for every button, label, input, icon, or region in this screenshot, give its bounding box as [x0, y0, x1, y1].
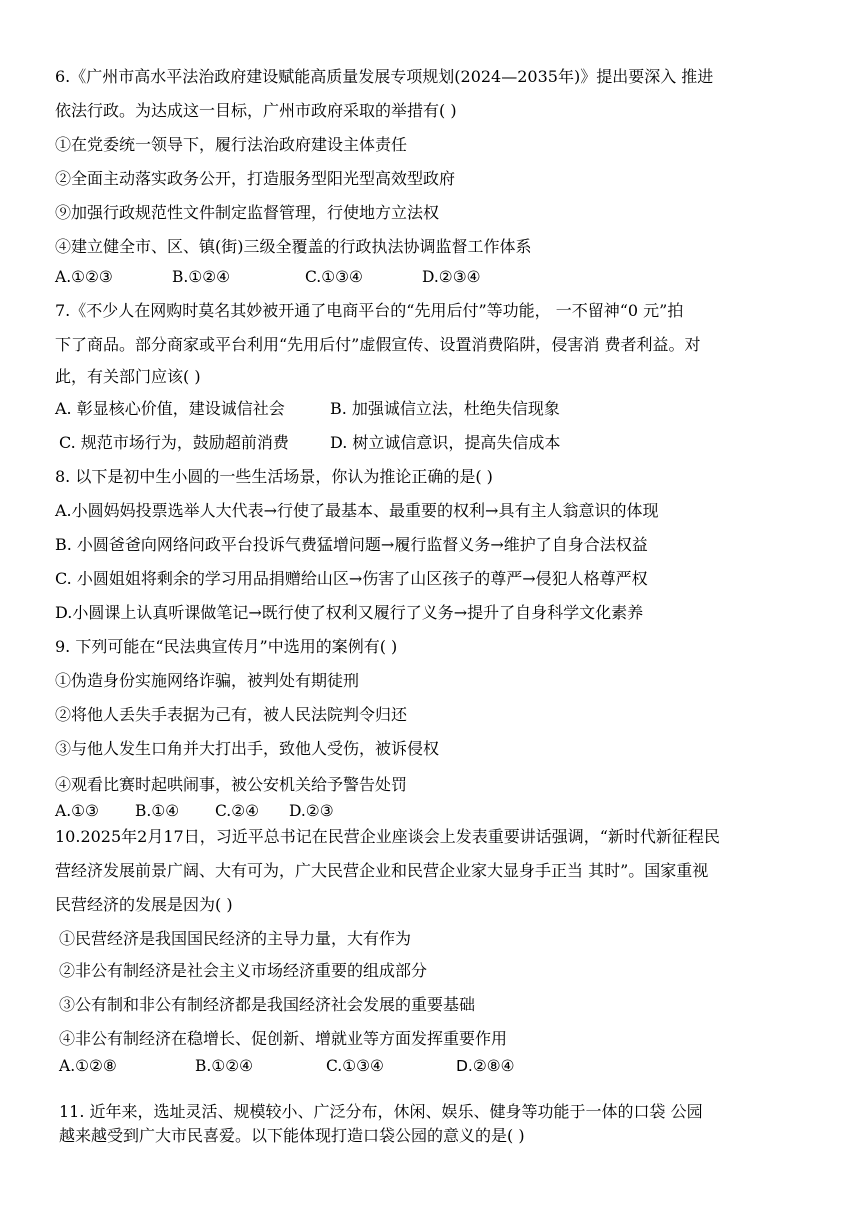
q9-option-a: A.①③	[55, 802, 99, 820]
q9-statement-1: ①伪造身份实施网络诈骗，被判处有期徒刑	[55, 671, 360, 690]
q11-stem-line1: 11. 近年来，选址灵活、规模较小、广泛分布，休闲、娱乐、健身等功能于一体的口袋 公园	[59, 1102, 703, 1121]
q7-option-b: B. 加强诚信立法，杜绝失信现象	[330, 399, 560, 418]
q6-option-c: C.①③④	[305, 268, 363, 286]
q7-option-d: D. 树立诚信意识，提高失信成本	[330, 433, 561, 452]
q8-option-c: C. 小圆姐姐将剩余的学习用品捐赠给山区→伤害了山区孩子的尊严→侵犯人格尊严权	[55, 569, 648, 588]
q8-option-d: D.小圆课上认真听课做笔记→既行使了权利又履行了义务→提升了自身科学文化素养	[55, 603, 644, 622]
q9-option-d: D.②③	[289, 802, 334, 820]
q9-statement-4: ④观看比赛时起哄闹事，被公安机关给予警告处罚	[55, 775, 408, 794]
q11-stem-line2: 越来越受到广大市民喜爱。以下能体现打造口袋公园的意义的是( )	[59, 1126, 525, 1145]
q9-stem: 9. 下列可能在“民法典宣传月”中选用的案例有( )	[55, 637, 398, 656]
q9-option-c: C.②④	[215, 802, 260, 820]
q10-option-c: C.①③④	[326, 1057, 384, 1075]
q8-stem: 8. 以下是初中生小圆的一些生活场景，你认为推论正确的是( )	[55, 467, 493, 486]
q6-option-a: A.①②③	[55, 268, 113, 286]
q6-statement-2: ②全面主动落实政务公开，打造服务型阳光型高效型政府	[55, 169, 456, 188]
q10-option-a: A.①②⑧	[59, 1057, 117, 1075]
q9-option-b: B.①④	[135, 802, 180, 820]
q10-statement-3: ③公有制和非公有制经济都是我国经济社会发展的重要基础	[59, 995, 476, 1014]
q10-statement-4: ④非公有制经济在稳增长、促创新、增就业等方面发挥重要作用	[59, 1029, 508, 1048]
q7-option-a: A. 彰显核心价值，建设诚信社会	[55, 399, 285, 418]
q10-option-b: B.①②④	[195, 1057, 254, 1075]
q6-statement-3: ⑨加强行政规范性文件制定监督管理，行使地方立法权	[55, 203, 440, 222]
q6-stem-line1: 6.《广州市高水平法治政府建设赋能高质量发展专项规划(2024—2035年)》提出要深入 推进	[55, 67, 714, 86]
q8-option-a: A.小圆妈妈投票选举人大代表→行使了最基本、最重要的权利→具有主人翁意识的体现	[55, 501, 659, 520]
q10-statement-2: ②非公有制经济是社会主义市场经济重要的组成部分	[59, 961, 428, 980]
q8-option-b: B. 小圆爸爸向网络问政平台投诉气费猛增问题→履行监督义务→维护了自身合法权益	[55, 535, 648, 554]
q6-statement-1: ①在党委统一领导下，履行法治政府建设主体责任	[55, 135, 408, 154]
q10-stem-line3: 民营经济的发展是因为( )	[55, 895, 233, 914]
q9-statement-2: ②将他人丢失手表据为己有，被人民法院判令归还	[55, 705, 408, 724]
q6-option-d: D.②③④	[422, 268, 481, 286]
q10-stem-line2: 营经济发展前景广阔、大有可为，广大民营企业和民营企业家大显身手正当 其时”。国家重视	[55, 861, 709, 880]
q7-stem-line3: 此，有关部门应该( )	[55, 367, 201, 386]
q7-stem-line1: 7.《不少人在网购时莫名其妙被开通了电商平台的“先用后付”等功能， 一不留神“0 元”拍	[55, 301, 684, 320]
q9-statement-3: ③与他人发生口角并大打出手，致他人受伤，被诉侵权	[55, 739, 440, 758]
q10-option-d: D.②⑧④	[456, 1057, 515, 1075]
q6-option-b: B.①②④	[172, 268, 231, 286]
q10-statement-1: ①民营经济是我国国民经济的主导力量，大有作为	[59, 929, 412, 948]
q10-stem-line1: 10.2025年2月17日，习近平总书记在民营企业座谈会上发表重要讲话强调，“新时代新征程民	[55, 827, 720, 846]
q6-stem-line2: 依法行政。为达成这一目标，广州市政府采取的举措有( )	[55, 101, 457, 120]
q7-option-c: C. 规范市场行为，鼓励超前消费	[59, 433, 289, 452]
q7-stem-line2: 下了商品。部分商家或平台利用“先用后付”虚假宣传、设置消费陷阱，侵害消 费者利益。对	[55, 335, 701, 354]
q6-statement-4: ④建立健全市、区、镇(街)三级全覆盖的行政执法协调监督工作体系	[55, 237, 532, 256]
